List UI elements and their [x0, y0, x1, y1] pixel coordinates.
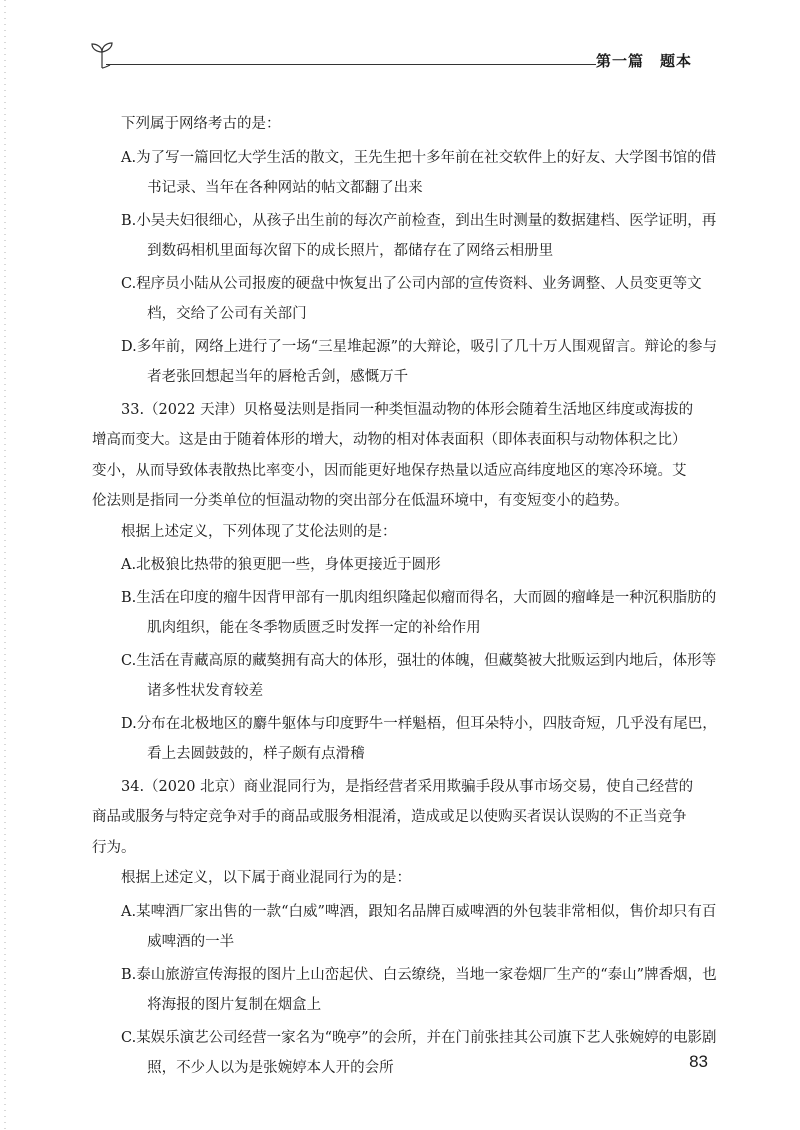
option-text: 多年前，网络上进行了一场“三星堆起源”的大辩论，吸引了几十万人围观留言。辩论的参与者老张回想起当年的唇枪舌剑，感慨万千 [136, 338, 718, 385]
option-letter: A. [121, 149, 137, 166]
q34-option-b [114, 960, 727, 1021]
option-letter: C. [121, 275, 137, 292]
q34-option-a [114, 897, 727, 958]
option-text: 某娱乐演艺公司经营一家名为“晚亭”的会所，并在门前张挂其公司旗下艺人张婉婷的电影剧照，不少人以为是张婉婷本人开的会所 [136, 1029, 717, 1076]
option-text: 某啤酒厂家出售的一款“白威”啤酒，跟知名品牌百威啤酒的外包装非常相似，售价却只有百威啤酒的一半 [136, 903, 717, 950]
option-text: 生活在印度的瘤牛因背甲部有一肌肉组织隆起似瘤而得名，大而圆的瘤峰是一种沉积脂肪的肌肉组织，能在冬季物质匮乏时发挥一定的补给作用 [136, 589, 717, 636]
q32-option-d [114, 332, 727, 393]
q32-options [92, 143, 718, 393]
option-letter: A. [121, 557, 137, 573]
q33-option-b [114, 583, 727, 644]
option-text: 为了写一篇回忆大学生活的散文，王先生把十多年前在社交软件上的好友、大学图书馆的借书记录、当年在各种网站的帖文都翻了出来 [136, 149, 717, 196]
q33-option-a [114, 550, 727, 581]
option-letter: D. [121, 715, 137, 732]
option-letter: B. [121, 589, 137, 606]
q33-option-c [114, 646, 727, 707]
q33-stem: 根据上述定义，下列体现了艾伦法则的是： [121, 523, 397, 540]
q32-option-c [114, 269, 727, 330]
q34-intro: 34.（2020 北京）商业混同行为，是指经营者采用欺骗手段从事市场交易，使自己经营的商品或服务与特定竞争对手的商品或服务相混淆，造成或足以使购买者误认误购的不正当竞争行为。 [92, 778, 694, 856]
option-text: 生活在青藏高原的藏獒拥有高大的体形，强壮的体魄，但藏獒被大批贩运到内地后，体形等诸多性状发育较差 [136, 652, 717, 699]
binding-margin-dots [4, 0, 6, 1130]
option-text: 分布在北极地区的麝牛躯体与印度野牛一样魁梧，但耳朵特小，四肢奇短，几乎没有尾巴，看上去圆鼓鼓的，样子颇有点滑稽 [136, 715, 717, 762]
q33-intro: 33.（2022 天津）贝格曼法则是指同一种类恒温动物的体形会随着生活地区纬度或海拔的增高而变大。这是由于随着体形的增大，动物的相对体表面积（即体表面积与动物体积之比）变小，从而导致体表散热比率变小，因而能更好地保存热量以适应高纬度地区的寒冷环境。艾伦法则是指同一分类单位的恒温动物的突出部分在低温环境中，有变短变小的趋势。 [92, 401, 694, 509]
q33-options [92, 550, 717, 770]
option-letter: B. [121, 966, 137, 983]
q32-option-a [114, 143, 727, 204]
page-header [88, 38, 728, 74]
q34-option-c [114, 1023, 727, 1084]
header-rule [106, 64, 596, 65]
q33-option-d [114, 709, 727, 770]
sprout-icon [88, 38, 116, 70]
option-letter: C. [121, 652, 137, 669]
option-letter: D. [121, 338, 137, 355]
q32-option-b [114, 206, 727, 267]
option-letter: A. [121, 903, 137, 920]
option-letter: C. [121, 1029, 137, 1046]
q34-stem: 根据上述定义，以下属于商业混同行为的是： [121, 870, 411, 886]
option-text: 北极狼比热带的狼更肥一些，身体更接近于圆形 [136, 557, 441, 573]
option-letter: B. [121, 212, 137, 229]
page-number: 83 [689, 1052, 708, 1071]
q32-stem: 下列属于网络考古的是： [121, 116, 281, 132]
section-title: 第一篇 题本 [595, 52, 692, 70]
option-text: 小吴夫妇很细心，从孩子出生前的每次产前检查，到出生时测量的数据建档、医学证明，再到数码相机里面每次留下的成长照片，都储存在了网络云相册里 [136, 212, 717, 259]
option-text: 程序员小陆从公司报废的硬盘中恢复出了公司内部的宣传资料、业务调整、人员变更等文档，交给了公司有关部门 [136, 275, 702, 322]
option-text: 泰山旅游宣传海报的图片上山峦起伏、白云缭绕，当地一家卷烟厂生产的“泰山”牌香烟，也将海报的图片复制在烟盒上 [136, 966, 717, 1013]
